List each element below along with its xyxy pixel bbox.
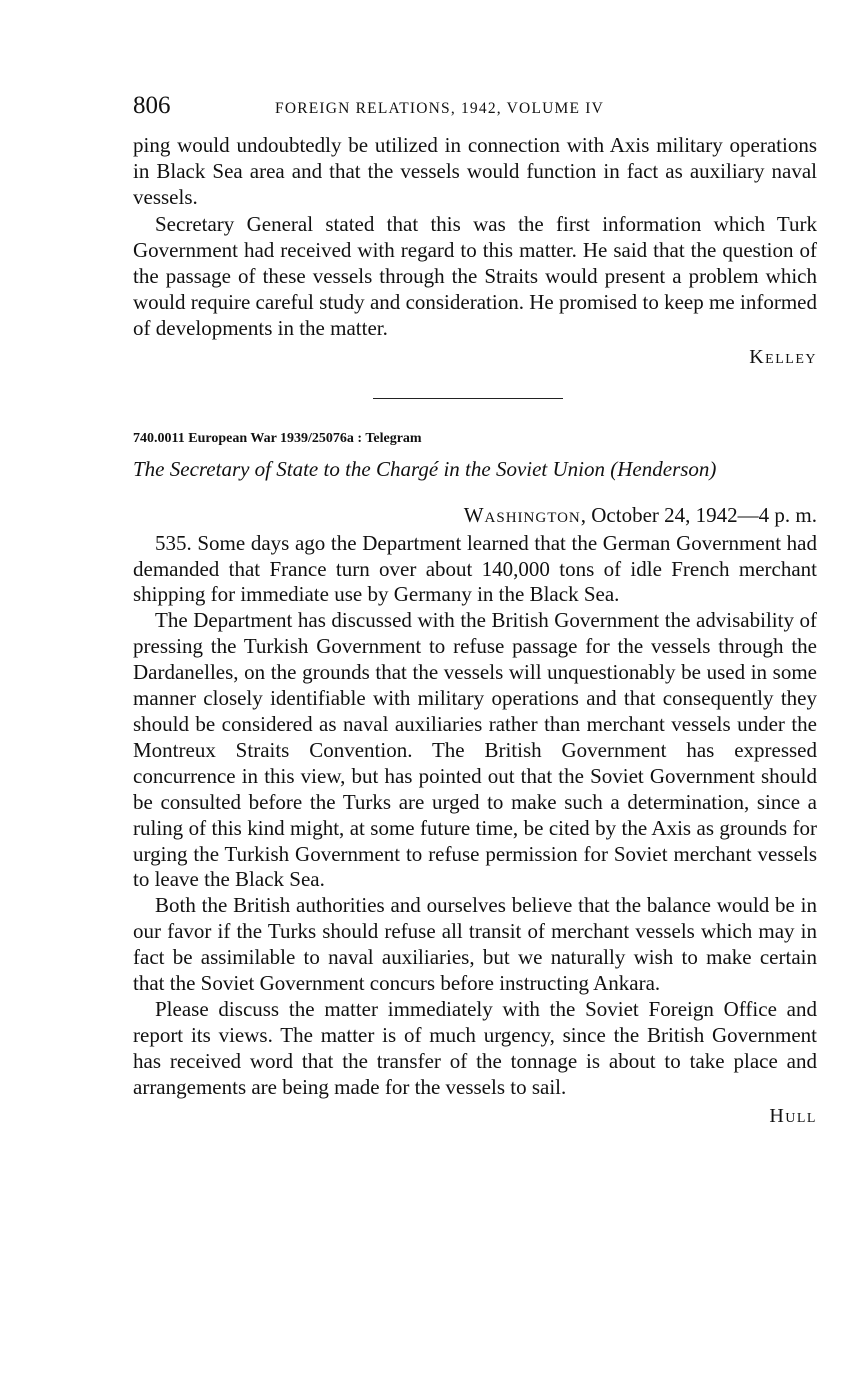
paragraph: Both the British authorities and ourselves believe that the balance would be in our favor if the Turks should refuse all transit of merchant vessels which may in fact be assimilable to naval auxiliaries, but we naturally wish to make certain that the Soviet Government concurs before instructing Ankara. <box>133 893 817 996</box>
signature-kelley: Kelley <box>749 345 817 368</box>
signature-hull: Hull <box>769 1104 817 1127</box>
dateline-date: , October 24, 1942—4 p. m. <box>580 502 817 527</box>
dateline-place: Washington <box>463 502 581 527</box>
telegram-document <box>133 429 817 1129</box>
section-divider <box>373 398 563 399</box>
paragraph: Secretary General stated that this was the first information which Turk Government had received with regard to this matter. He said that the question of the passage of these vessels through the Straits would present a problem which would require careful study and consideration. He promised to keep me informed of developments in the matter. <box>133 211 817 341</box>
paragraph: ping would undoubtedly be utilized in connection with Axis military operations in Black Sea area and that the vessels would function in fact as auxiliary naval vessels. <box>133 133 817 210</box>
paragraph: The Department has discussed with the British Government the advisability of pressing the Turkish Government to refuse passage for the vessels through the Dardanelles, on the grounds that the vessels will unquestionably be used in some manner closely identifiable with military operations and that consequently they should be considered as naval auxiliaries rather than merchant vessels under the Montreux Straits Convention. The British Government has expressed concurrence in this view, but has pointed out that the Soviet Government should be consulted before the Turks are urged to make such a determination, since a ruling of this kind might, at some future time, be cited by the Axis as grounds for urging the Turkish Government to refuse permission for Soviet merchant vessels to leave the Black Sea. <box>133 608 817 892</box>
page-number: 806 <box>133 92 171 119</box>
document-title: The Secretary of State to the Chargé in the Soviet Union (Henderson) <box>133 456 717 481</box>
file-reference: 740.0011 European War 1939/25076a : Telegram <box>133 430 422 446</box>
running-title: FOREIGN RELATIONS, 1942, VOLUME IV <box>275 100 604 117</box>
paragraph: 535. Some days ago the Department learned that the German Government had demanded that France turn over about 140,000 tons of idle French merchant shipping for immediate use by Germany in the Black Sea. <box>133 530 817 607</box>
paragraph: Please discuss the matter immediately with the Soviet Foreign Office and report its views. The matter is of much urgency, since the British Government has received word that the transfer of the tonnage is about to take place and arrangements are being made for the vessels to sail. <box>133 996 817 1099</box>
continued-document <box>133 132 817 370</box>
dateline <box>133 501 817 529</box>
page-header <box>133 92 817 132</box>
document-page <box>133 92 817 1129</box>
